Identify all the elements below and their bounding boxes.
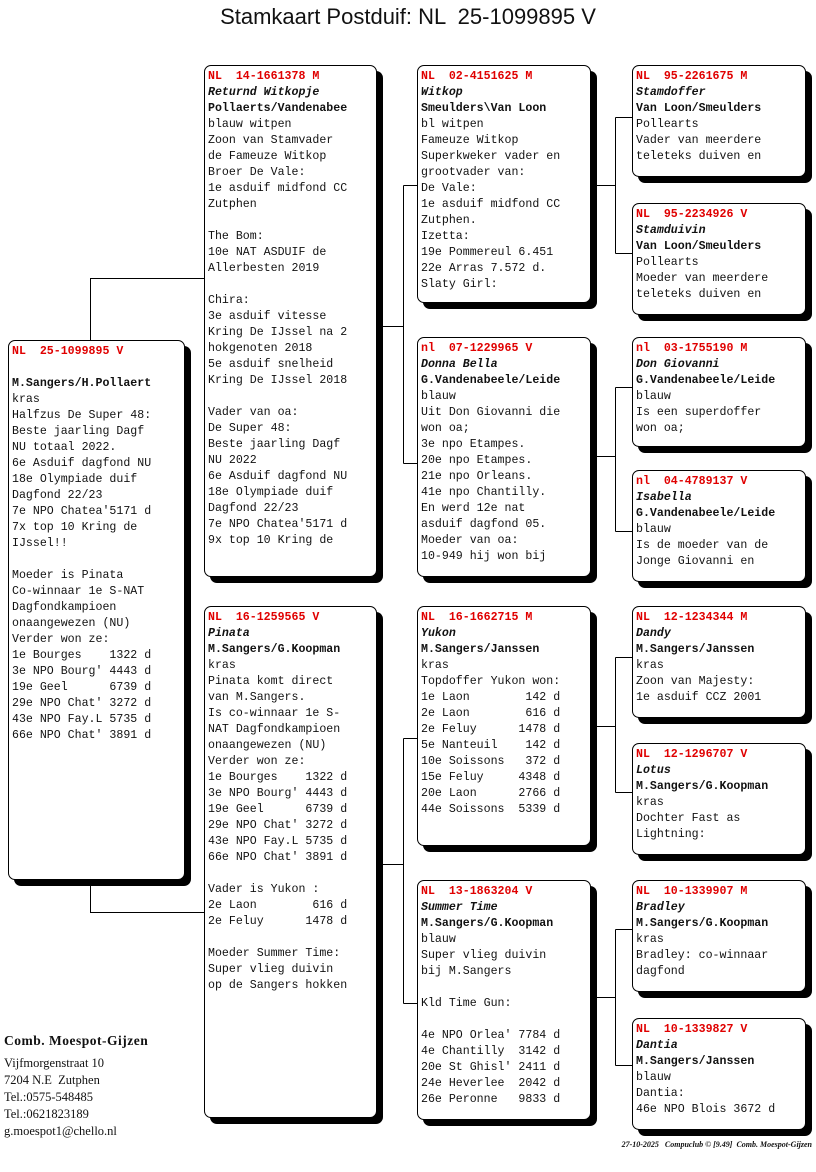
info-line: won oa; bbox=[421, 422, 470, 435]
info-line: Halfzus De Super 48: bbox=[12, 409, 152, 422]
info-line: de Fameuze Witkop bbox=[208, 150, 327, 163]
info-line: Kring De IJssel na 2 bbox=[208, 326, 348, 339]
pigeon-card-dss bbox=[632, 606, 806, 718]
info-line: 66e NPO Chat' 3891 d bbox=[12, 729, 152, 742]
info-line: teleteks duiven en bbox=[636, 288, 762, 301]
ring-number: NL 12-1296707 V bbox=[636, 748, 748, 761]
info-line: Beste jaarling Dagf bbox=[208, 438, 341, 451]
ring-number: NL 02-4151625 M bbox=[421, 70, 533, 83]
info-line: kras bbox=[636, 659, 664, 672]
ring-number: NL 12-1234344 M bbox=[636, 611, 748, 624]
info-line: onaangewezen (NU) bbox=[12, 617, 131, 630]
footer: 27-10-2025 Compuclub © [9.49] Comb. Moespot-Gijzen bbox=[621, 1140, 812, 1149]
info-line bbox=[208, 277, 376, 293]
info-line: 1e asduif midfond CC bbox=[208, 182, 348, 195]
info-line: 19e Geel 6739 d bbox=[12, 681, 152, 694]
info-line: onaangewezen (NU) bbox=[208, 739, 327, 752]
info-line: Vader is Yukon : bbox=[208, 883, 320, 896]
info-line: Topdoffer Yukon won: bbox=[421, 675, 561, 688]
breeder: G.Vandenabeele/Leide bbox=[636, 507, 776, 520]
ring-number: NL 95-2261675 M bbox=[636, 70, 748, 83]
connector-sire bbox=[376, 186, 417, 464]
connector-subject-sire bbox=[91, 279, 205, 341]
info-line: kras bbox=[636, 796, 664, 809]
info-line: Pinata komt direct bbox=[208, 675, 334, 688]
info-line: blauw bbox=[421, 390, 456, 403]
info-line: Dagfond 22/23 bbox=[12, 489, 103, 502]
info-line: hokgenoten 2018 bbox=[208, 342, 313, 355]
info-line: bij M.Sangers bbox=[421, 965, 512, 978]
info-line: 4e Chantilly 3142 d bbox=[421, 1045, 561, 1058]
info-line: 10e Soissons 372 d bbox=[421, 755, 561, 768]
info-line: 43e NPO Fay.L 5735 d bbox=[208, 835, 348, 848]
info-line: Super vlieg duivin bbox=[208, 963, 334, 976]
pigeon-card-dds bbox=[632, 880, 806, 992]
info-line: 10e NAT ASDUIF de bbox=[208, 246, 327, 259]
connector-sd bbox=[590, 388, 632, 532]
info-line bbox=[12, 552, 184, 568]
info-line: blauw bbox=[636, 390, 671, 403]
info-line: blauw witpen bbox=[208, 118, 292, 131]
info-line: 5e asduif snelheid bbox=[208, 358, 334, 371]
info-line: Jonge Giovanni en bbox=[636, 555, 755, 568]
pigeon-name: Summer Time bbox=[421, 901, 498, 914]
info-line: 2e Feluy 1478 d bbox=[208, 915, 348, 928]
info-line: 7e NPO Chatea'5171 d bbox=[208, 518, 348, 531]
info-line: 19e Pommereul 6.451 bbox=[421, 246, 554, 259]
ring-number: NL 10-1339827 V bbox=[636, 1023, 748, 1036]
info-line: Bradley: co-winnaar bbox=[636, 949, 769, 962]
info-line: kras bbox=[421, 659, 449, 672]
info-line: kras bbox=[636, 933, 664, 946]
breeder: M.Sangers/G.Koopman bbox=[636, 917, 769, 930]
pigeon-name: Isabella bbox=[636, 491, 692, 504]
ring-number: NL 16-1259565 V bbox=[208, 611, 320, 624]
pigeon-card-subject bbox=[8, 340, 185, 880]
pigeon-card-sss bbox=[632, 65, 806, 177]
ring-number: NL 10-1339907 M bbox=[636, 885, 748, 898]
info-line: Is de moeder van de bbox=[636, 539, 769, 552]
info-line: 43e NPO Fay.L 5735 d bbox=[12, 713, 152, 726]
info-line: NU totaal 2022. bbox=[12, 441, 117, 454]
ring-number: NL 25-1099895 V bbox=[12, 345, 124, 358]
info-line: 15e Feluy 4348 d bbox=[421, 771, 561, 784]
pigeon-name: Donna Bella bbox=[421, 358, 498, 371]
ring-number: nl 07-1229965 V bbox=[421, 342, 533, 355]
info-line: op de Sangers hokken bbox=[208, 979, 348, 992]
owner-info bbox=[4, 1033, 148, 1140]
info-line: 2e Feluy 1478 d bbox=[421, 723, 561, 736]
info-line: Moeder van meerdere bbox=[636, 272, 769, 285]
info-line: 29e NPO Chat' 3272 d bbox=[208, 819, 348, 832]
info-line: blauw bbox=[636, 1071, 671, 1084]
info-line: dagfond bbox=[636, 965, 685, 978]
info-line: Pollearts bbox=[636, 256, 699, 269]
pigeon-name: Stamdoffer bbox=[636, 86, 706, 99]
pigeon-card-ds bbox=[417, 606, 591, 846]
info-line: 20e St Ghisl' 2411 d bbox=[421, 1061, 561, 1074]
info-line: 21e npo Orleans. bbox=[421, 470, 533, 483]
ring-number: nl 04-4789137 V bbox=[636, 475, 748, 488]
info-line: Vader van meerdere bbox=[636, 134, 762, 147]
owner-city: 7204 N.E Zutphen bbox=[4, 1073, 100, 1087]
ring-number: NL 14-1661378 M bbox=[208, 70, 320, 83]
breeder: M.Sangers/G.Koopman bbox=[208, 643, 341, 656]
info-line bbox=[208, 930, 376, 946]
info-line: Dochter Fast as bbox=[636, 812, 741, 825]
ring-number: nl 03-1755190 M bbox=[636, 342, 748, 355]
breeder: M.Sangers/G.Koopman bbox=[636, 780, 769, 793]
pigeon-card-ddd bbox=[632, 1018, 806, 1130]
page-title: Stamkaart Postduif: NL 25-1099895 V bbox=[220, 4, 596, 29]
info-line: 44e Soissons 5339 d bbox=[421, 803, 561, 816]
connector-subject-dam bbox=[91, 880, 205, 913]
info-line: De Vale: bbox=[421, 182, 477, 195]
info-line bbox=[421, 1012, 590, 1028]
info-line: Zoon van Stamvader bbox=[208, 134, 334, 147]
info-line: Kring De IJssel 2018 bbox=[208, 374, 348, 387]
breeder: Pollaerts/Vandenabee bbox=[208, 102, 348, 115]
info-line: Beste jaarling Dagf bbox=[12, 425, 145, 438]
info-line: 4e NPO Orlea' 7784 d bbox=[421, 1029, 561, 1042]
info-line: 9x top 10 Kring de bbox=[208, 534, 334, 547]
info-line: 29e NPO Chat' 3272 d bbox=[12, 697, 152, 710]
info-line: IJssel!! bbox=[12, 537, 68, 550]
info-line: 3e NPO Bourg' 4443 d bbox=[12, 665, 152, 678]
info-line: 24e Heverlee 2042 d bbox=[421, 1077, 561, 1090]
info-line: 3e npo Etampes. bbox=[421, 438, 526, 451]
breeder: Smeulders\Van Loon bbox=[421, 102, 547, 115]
breeder: G.Vandenabeele/Leide bbox=[421, 374, 561, 387]
pigeon-name: Lotus bbox=[636, 764, 671, 777]
info-line: bl witpen bbox=[421, 118, 484, 131]
owner-mobile: Tel.:0621823189 bbox=[4, 1107, 89, 1121]
owner-address: Vijfmorgenstraat 10 bbox=[4, 1056, 105, 1070]
info-line: blauw bbox=[421, 933, 456, 946]
info-line bbox=[208, 389, 376, 405]
info-line: Izetta: bbox=[421, 230, 470, 243]
connector-ds bbox=[590, 658, 632, 793]
info-line: 2e Laon 616 d bbox=[421, 707, 561, 720]
info-line: Superkweker vader en bbox=[421, 150, 561, 163]
info-line: 20e Laon 2766 d bbox=[421, 787, 561, 800]
info-line: En werd 12e nat bbox=[421, 502, 526, 515]
owner-phone: Tel.:0575-548485 bbox=[4, 1090, 94, 1104]
breeder: Van Loon/Smeulders bbox=[636, 102, 762, 115]
info-line: Co-winnaar 1e S-NAT bbox=[12, 585, 145, 598]
info-line: Zutphen. bbox=[421, 214, 477, 227]
info-line: 66e NPO Chat' 3891 d bbox=[208, 851, 348, 864]
pigeon-card-sire bbox=[204, 65, 377, 577]
info-line: 1e Bourges 1322 d bbox=[208, 771, 348, 784]
breeder: M.Sangers/Janssen bbox=[636, 643, 755, 656]
info-line: 1e Laon 142 d bbox=[421, 691, 561, 704]
info-line: Chira: bbox=[208, 294, 250, 307]
info-line: 20e npo Etampes. bbox=[421, 454, 533, 467]
pigeon-card-dsd bbox=[632, 743, 806, 855]
pigeon-name: Dandy bbox=[636, 627, 671, 640]
pigeon-card-ss bbox=[417, 65, 591, 303]
info-line: 22e Arras 7.572 d. bbox=[421, 262, 547, 275]
breeder: Van Loon/Smeulders bbox=[636, 240, 762, 253]
info-line: Is co-winnaar 1e S- bbox=[208, 707, 341, 720]
connector-dd bbox=[590, 930, 632, 1066]
info-line: Super vlieg duivin bbox=[421, 949, 547, 962]
info-line: 7e NPO Chatea'5171 d bbox=[12, 505, 152, 518]
info-line: Fameuze Witkop bbox=[421, 134, 519, 147]
pigeon-name: Bradley bbox=[636, 901, 685, 914]
breeder: M.Sangers/Janssen bbox=[636, 1055, 755, 1068]
info-line: Dagfond 22/23 bbox=[208, 502, 299, 515]
info-line: 26e Peronne 9833 d bbox=[421, 1093, 561, 1106]
connector-dam bbox=[376, 739, 417, 1004]
info-line: Uit Don Giovanni die bbox=[421, 406, 561, 419]
info-line: kras bbox=[12, 393, 40, 406]
info-line: Kld Time Gun: bbox=[421, 997, 512, 1010]
info-line: Moeder van oa: bbox=[421, 534, 519, 547]
info-line: Broer De Vale: bbox=[208, 166, 306, 179]
info-line: 10-949 hij won bij bbox=[421, 550, 547, 563]
breeder: M.Sangers/Janssen bbox=[421, 643, 540, 656]
info-line: Zoon van Majesty: bbox=[636, 675, 755, 688]
owner-name: Comb. Moespot-Gijzen bbox=[4, 1033, 149, 1048]
info-line bbox=[421, 980, 590, 996]
info-line: Dantia: bbox=[636, 1087, 685, 1100]
info-line: 1e asduif midfond CC bbox=[421, 198, 561, 211]
info-line: 7x top 10 Kring de bbox=[12, 521, 138, 534]
info-line: 18e Olympiade duif bbox=[12, 473, 138, 486]
info-line: 41e npo Chantilly. bbox=[421, 486, 547, 499]
connector-ss bbox=[590, 118, 632, 254]
info-line: 19e Geel 6739 d bbox=[208, 803, 348, 816]
info-line bbox=[208, 866, 376, 882]
info-line: Slaty Girl: bbox=[421, 278, 498, 291]
info-line: Vader van oa: bbox=[208, 406, 299, 419]
info-line: blauw bbox=[636, 523, 671, 536]
info-line: NAT Dagfondkampioen bbox=[208, 723, 341, 736]
info-line: 1e Bourges 1322 d bbox=[12, 649, 152, 662]
pigeon-card-dam bbox=[204, 606, 377, 1118]
owner-email: g.moespot1@chello.nl bbox=[4, 1124, 117, 1138]
pigeon-name: Don Giovanni bbox=[636, 358, 720, 371]
info-line: Allerbesten 2019 bbox=[208, 262, 320, 275]
info-line bbox=[208, 213, 376, 229]
pigeon-name: Witkop bbox=[421, 86, 463, 99]
info-line: kras bbox=[208, 659, 236, 672]
info-line: Verder won ze: bbox=[12, 633, 110, 646]
breeder: G.Vandenabeele/Leide bbox=[636, 374, 776, 387]
info-line: Dagfondkampioen bbox=[12, 601, 117, 614]
ring-number: NL 16-1662715 M bbox=[421, 611, 533, 624]
info-line: 3e asduif vitesse bbox=[208, 310, 327, 323]
info-line: 5e Nanteuil 142 d bbox=[421, 739, 561, 752]
pigeon-name: Pinata bbox=[208, 627, 250, 640]
info-line: 6e Asduif dagfond NU bbox=[12, 457, 152, 470]
info-line: NU 2022 bbox=[208, 454, 257, 467]
info-line: won oa; bbox=[636, 422, 685, 435]
pigeon-name: Returnd Witkopje bbox=[208, 86, 320, 99]
info-line: Lightning: bbox=[636, 828, 706, 841]
info-line: Pollearts bbox=[636, 118, 699, 131]
info-line: 6e Asduif dagfond NU bbox=[208, 470, 348, 483]
breeder: M.Sangers/G.Koopman bbox=[421, 917, 554, 930]
info-line: 46e NPO Blois 3672 d bbox=[636, 1103, 776, 1116]
blank-line bbox=[12, 360, 184, 376]
pigeon-name: Stamduivin bbox=[636, 224, 706, 237]
pigeon-card-ssd bbox=[632, 203, 806, 315]
info-line: asduif dagfond 05. bbox=[421, 518, 547, 531]
pigeon-card-dd bbox=[417, 880, 591, 1120]
info-line: 18e Olympiade duif bbox=[208, 486, 334, 499]
info-line: Verder won ze: bbox=[208, 755, 306, 768]
pigeon-card-sdd bbox=[632, 470, 806, 582]
info-line: Moeder is Pinata bbox=[12, 569, 124, 582]
pigeon-name: Dantia bbox=[636, 1039, 678, 1052]
pigeon-name: Yukon bbox=[421, 627, 456, 640]
pigeon-card-sds bbox=[632, 337, 806, 447]
ring-number: NL 95-2234926 V bbox=[636, 208, 748, 221]
info-line: 1e asduif CCZ 2001 bbox=[636, 691, 762, 704]
info-line: teleteks duiven en bbox=[636, 150, 762, 163]
info-line: De Super 48: bbox=[208, 422, 292, 435]
info-line: Moeder Summer Time: bbox=[208, 947, 341, 960]
info-line: 3e NPO Bourg' 4443 d bbox=[208, 787, 348, 800]
info-line: grootvader van: bbox=[421, 166, 526, 179]
ring-number: NL 13-1863204 V bbox=[421, 885, 533, 898]
info-line: Is een superdoffer bbox=[636, 406, 762, 419]
info-line: The Bom: bbox=[208, 230, 264, 243]
info-line: van M.Sangers. bbox=[208, 691, 306, 704]
pigeon-card-sd bbox=[417, 337, 591, 577]
breeder: M.Sangers/H.Pollaert bbox=[12, 377, 152, 390]
info-line: 2e Laon 616 d bbox=[208, 899, 348, 912]
info-line: Zutphen bbox=[208, 198, 257, 211]
